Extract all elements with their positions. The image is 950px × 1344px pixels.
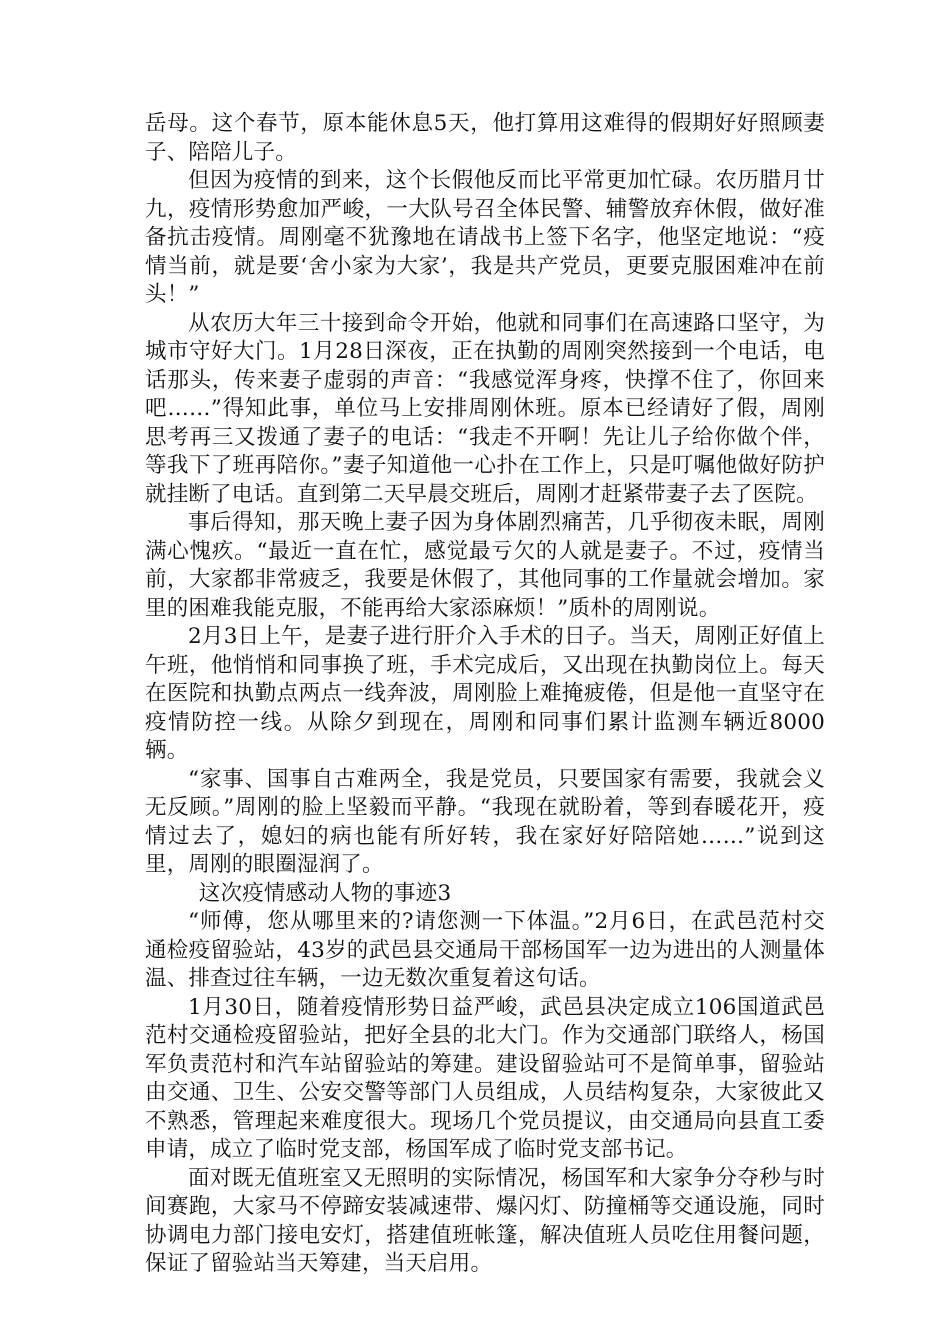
section-heading: 这次疫情感动人物的事迹3 bbox=[198, 880, 452, 906]
paragraph-7: “师傅，您从哪里来的?请您测一下体温。”2月6日，在武邑范村交通检疫留验站，43岁的武邑县交通局干部杨国军一边为进出的人测量体温、排查过往车辆，一边无数次重复着这句话。 bbox=[145, 909, 825, 991]
paragraph-9: 面对既无值班室又无照明的实际情况，杨国军和大家争分夺秒与时间赛跑，大家马不停蹄安装减速带、爆闪灯、防撞桶等交通设施，同时协调电力部门接电安灯，搭建值班帐篷，解决值班人员吃住用餐问题，保证了留验站当天筹建，当天启用。 bbox=[145, 1165, 825, 1276]
paragraph-5: 2月3日上午，是妻子进行肝介入手术的日子。当天，周刚正好值上午班，他悄悄和同事换了班，手术完成后，又出现在执勤岗位上。每天在医院和执勤点两点一线奔波，周刚脸上难掩疲倦，但是他一直坚守在疫情防控一线。从除夕到现在，周刚和同事们累计监测车辆近8000辆。 bbox=[145, 624, 825, 763]
paragraph-3: 从农历大年三十接到命令开始，他就和同事们在高速路口坚守，为城市守好大门。1月28日深夜，正在执勤的周刚突然接到一个电话，电话那头，传来妻子虚弱的声音：“我感觉浑身疼，快撑不住了，你回来吧……”得知此事，单位马上安排周刚休班。原本已经请好了假，周刚思考再三又拨通了妻子的电话：“我走不开啊！先让儿子给你做个伴，等我下了班再陪你。”妻子知道他一心扑在工作上，只是叮嘱他做好防护就挂断了电话。直到第二天早晨交班后，周刚才赶紧带妻子去了医院。 bbox=[145, 310, 825, 507]
paragraph-2: 但因为疫情的到来，这个长假他反而比平常更加忙碌。农历腊月廿九，疫情形势愈加严峻，一大队号召全体民警、辅警放弃休假，做好准备抗击疫情。周刚毫不犹豫地在请战书上签下名字，他坚定地说：“疫情当前，就是要‘舍小家为大家’，我是共产党员，更要克服困难冲在前头！” bbox=[145, 168, 825, 307]
paragraph-1: 岳母。这个春节，原本能休息5天，他打算用这难得的假期好好照顾妻子、陪陪儿子。 bbox=[145, 111, 825, 165]
paragraph-6: “家事、国事自古难两全，我是党员，只要国家有需要，我就会义无反顾。”周刚的脸上坚毅而平静。“我现在就盼着，等到春暖花开，疫情过去了，媳妇的病也能有所好转，我在家好好陪陪她……”说到这里，周刚的眼圈湿润了。 bbox=[145, 766, 825, 877]
paragraph-4: 事后得知，那天晚上妻子因为身体剧烈痛苦，几乎彻夜未眠，周刚满心愧疚。“最近一直在忙，感觉最亏欠的人就是妻子。不过，疫情当前，大家都非常疲乏，我要是休假了，其他同事的工作量就会增加。家里的困难我能克服，不能再给大家添麻烦！”质朴的周刚说。 bbox=[145, 510, 825, 621]
paragraph-8: 1月30日，随着疫情形势日益严峻，武邑县决定成立106国道武邑范村交通检疫留验站，把好全县的北大门。作为交通部门联络人，杨国军负责范村和汽车站留验站的筹建。建设留验站可不是简单事，留验站由交通、卫生、公安交警等部门人员组成，人员结构复杂，大家彼此又不熟悉，管理起来难度很大。现场几个党员提议，由交通局向县直工委申请，成立了临时党支部，杨国军成了临时党支部书记。 bbox=[145, 994, 825, 1162]
document-body bbox=[145, 110, 825, 1279]
